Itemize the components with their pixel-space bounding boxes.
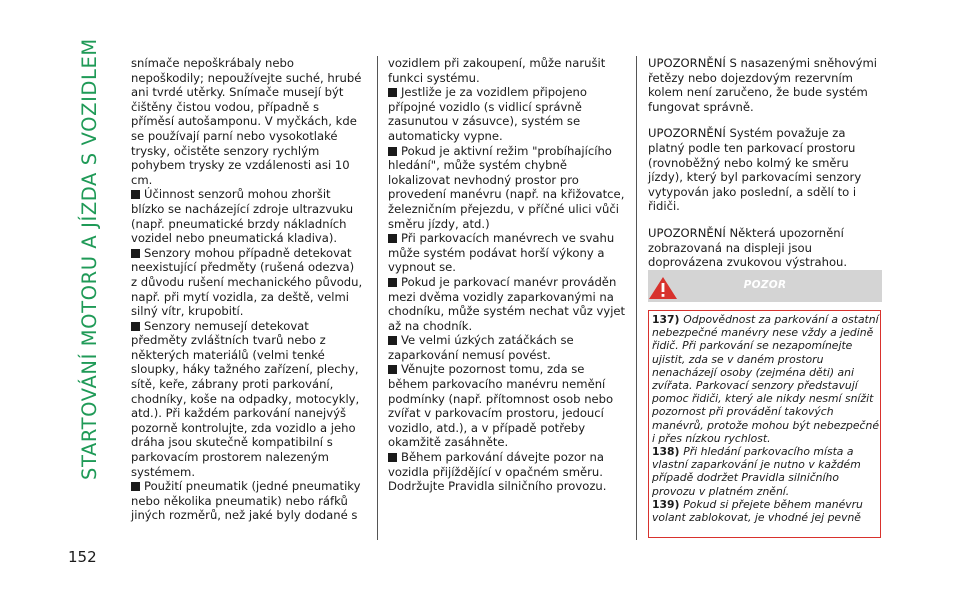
text-column-2	[388, 56, 626, 494]
notice-paragraph: UPOZORNĚNÍ Některá upozornění zobrazovaná na displeji jsou doprovázena zvukovou výstrahou.	[648, 225, 848, 270]
paragraph	[388, 362, 626, 450]
paragraph	[388, 56, 626, 85]
paragraph-text: Věnujte pozornost tomu, zda se během parkovacího manévru nemění podmínky (např. přítomnost osob nebo zvířat v parkovacím prostoru, jedoucí vozidlo, atd.), a v případě potřeby okamžitě zasáhněte.	[388, 362, 614, 450]
warning-body	[652, 313, 880, 524]
paragraph-text: Jestliže je za vozidlem připojeno přípojné vozidlo (s vidlicí správně zasunutou v zásuvce), systém se automaticky vypne.	[388, 85, 587, 143]
notice-paragraph: UPOZORNĚNÍ S nasazenými sněhovými řetězy nebo dojezdovým rezervním kolem není zaručeno, že bude systém fungovat správně.	[648, 56, 877, 114]
paragraph-text: Pokud je parkovací manévr prováděn mezi dvěma vozidly zaparkovanými na chodníku, může systém nechat vůz vyjet až na chodník.	[388, 274, 626, 333]
bullet-icon	[131, 249, 140, 258]
section-title: STARTOVÁNÍ MOTORU A JÍZDA S VOZIDLEM	[78, 38, 101, 480]
paragraph-text: Ve velmi úzkých zatáčkách se zaparkování nemusí povést.	[388, 333, 574, 362]
bullet-icon	[388, 147, 397, 156]
paragraph	[131, 479, 363, 523]
warning-title: POZOR	[743, 279, 787, 291]
paragraph-text: Pokud je aktivní režim "probíhajícího hledání", může systém chybně lokalizovat nevhodný prostor pro provedení manévru (např. na křižovatce, železničním přejezdu, v příčné ulici vůči směru jízdy, atd.)	[388, 143, 625, 231]
bullet-icon	[131, 482, 140, 491]
paragraph	[388, 144, 626, 232]
warning-item	[652, 498, 880, 524]
warning-item-number: 139)	[652, 497, 684, 511]
bullet-icon	[388, 453, 397, 462]
warning-item-text: Pokud si přejete během manévru volant zablokovat, je vhodné jej pevně	[652, 497, 863, 525]
bullet-icon	[388, 278, 397, 287]
paragraph	[388, 231, 626, 275]
paragraph	[131, 56, 363, 187]
notice-paragraph: UPOZORNĚNÍ Systém považuje za platný podle ten parkovací prostoru (rovnoběžný nebo kolmý ke směru jízdy), který byl parkovacími senzory vytypován jako poslední, a sdělí to i řidiči.	[648, 126, 862, 214]
warning-item-text: Odpovědnost za parkování a ostatní nebezpečné manévry nese vždy a jedině řidič. Při parkování se nezapomínejte ujistit, zda se v daném prostoru nenacházejí osoby (zejména děti) ani zvířata. Parkovací senzory představují pomoc řidiči, který ale nikdy nesmí snížit pozornost při provádění takových manévrů, protože mohou být nebezpečné i přes nízkou rychlost.	[652, 313, 879, 445]
paragraph-text: Účinnost senzorů mohou zhoršit blízko se nacházející zdroje ultrazvuku (např. pneumatické brzdy nákladních vozidel nebo pneumatická kladiva).	[131, 187, 354, 246]
paragraph-text: Během parkování dávejte pozor na vozidla přijíždějící v opačném směru. Dodržujte Pravidla silničního provozu.	[388, 450, 607, 494]
warning-item	[652, 313, 880, 445]
paragraph-text: snímače nepoškrábaly nebo nepoškodily; nepoužívejte suché, hrubé ani tvrdé utěrky. Snímače musejí být čištěny čistou vodou, případně s příměsí autošamponu. V myčkách, kde se používají parní nebo vysokotlaké trysky, očistěte senzory rychlým pohybem trysky ze vzdálenosti asi 10 cm.	[131, 56, 362, 187]
text-column-1	[131, 56, 363, 523]
bullet-icon	[388, 336, 397, 345]
paragraph-text: Senzory mohou případně detekovat neexistující předměty (rušená odezva) z důvodu rušení mechanického původu, např. při mytí vozidla, za deště, velmi silný vítr, krupobití.	[131, 245, 363, 319]
bullet-icon	[131, 322, 140, 331]
paragraph	[388, 85, 626, 143]
paragraph	[388, 450, 626, 494]
paragraph	[131, 246, 363, 319]
bullet-icon	[131, 190, 140, 199]
warning-header	[648, 270, 882, 302]
paragraph	[131, 319, 363, 480]
bullet-icon	[388, 88, 397, 97]
column-divider	[636, 56, 637, 540]
paragraph	[388, 275, 626, 333]
column-divider	[377, 56, 378, 540]
paragraph-text: Použití pneumatik (jedné pneumatiky nebo několika pneumatik) nebo ráfků jiných rozměrů, než jaké byly dodané s	[131, 479, 361, 523]
paragraph	[131, 187, 363, 245]
warning-item	[652, 445, 880, 498]
page-number: 152	[68, 548, 97, 566]
bullet-icon	[388, 234, 397, 243]
bullet-icon	[388, 365, 397, 374]
warning-item-number: 138)	[652, 445, 684, 459]
text-column-3	[648, 56, 884, 282]
paragraph-text: Senzory nemusejí detekovat předměty zvláštních tvarů nebo z některých materiálů (velmi tenké sloupky, háky tažného zařízení, plechy, sítě, keře, zábrany proti parkování, chodníky, koše na odpadky, motocykly, atd.). Při každém parkování nanejvýš pozorně kontrolujte, zda vozidlo a jeho dráha jsou skutečně kompatibilní s parkovacím prostorem nalezeným systémem.	[131, 318, 360, 479]
warning-item-number: 137)	[652, 313, 684, 326]
warning-item-text: Při hledání parkovacího místa a vlastní zaparkování je nutno v každém případě dodržet Pravidla silničního provozu v platném znění.	[652, 445, 861, 498]
paragraph	[388, 333, 626, 362]
paragraph-text: vozidlem při zakoupení, může narušit funkci systému.	[388, 56, 606, 85]
paragraph-text: Při parkovacích manévrech ve svahu může systém podávat horší výkony a vypnout se.	[388, 231, 615, 275]
